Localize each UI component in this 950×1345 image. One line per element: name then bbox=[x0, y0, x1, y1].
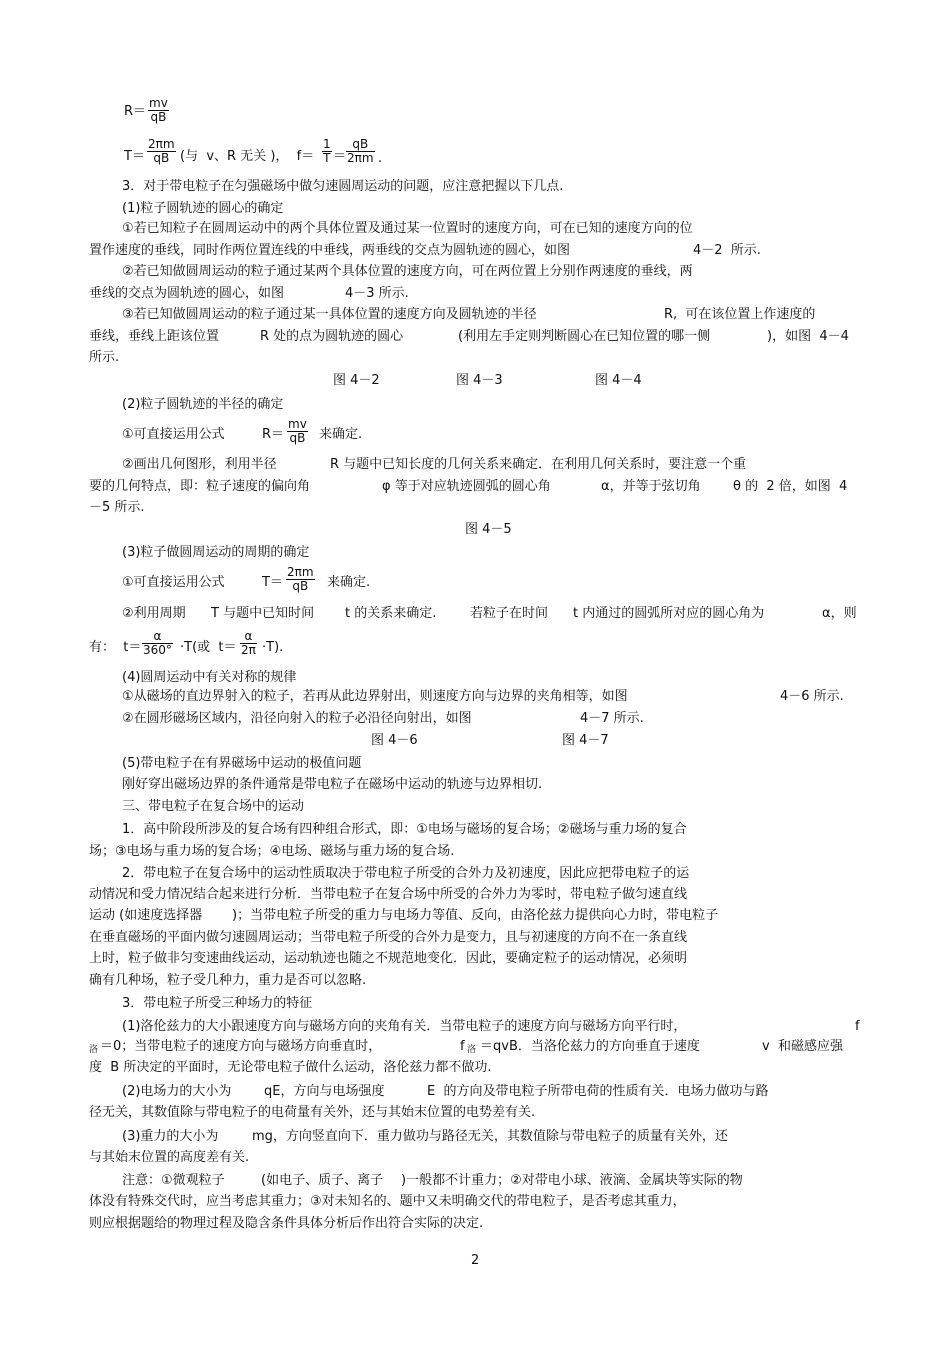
paragraph-line: 要的几何特点，即：粒子速度的偏向角 bbox=[89, 479, 311, 494]
figure-ref: θ 的 2 倍，如图 4 bbox=[733, 479, 848, 494]
paragraph-line: 确有几种场，粒子受几种力，重力是否可以忽略. bbox=[89, 973, 367, 988]
formula-mid: ·T(或 t＝ bbox=[180, 640, 237, 655]
paragraph-line: )一般都不计重力；②对带电小球、液滴、金属块等实际的物 bbox=[401, 1173, 743, 1188]
formula-r-lhs: R＝ bbox=[124, 104, 147, 119]
section-heading: 三、带电粒子在复合场中的运动 bbox=[122, 799, 305, 814]
figure-ref: )，如图 4－4 bbox=[767, 329, 849, 344]
paragraph-line: 运动 (如速度选择器 bbox=[89, 908, 203, 923]
formula-numerator: mv bbox=[288, 417, 307, 431]
paragraph-line: t 内通过的圆弧所对应的圆心角为 bbox=[573, 606, 765, 621]
figure-caption: 图 4－2 bbox=[333, 373, 380, 388]
figure-ref: －5 所示. bbox=[89, 500, 145, 515]
paragraph-line: ①可直接运用公式 bbox=[122, 427, 225, 442]
figure-caption: 图 4－3 bbox=[456, 373, 503, 388]
formula-r-numerator: mv bbox=[149, 96, 168, 110]
figure-ref: 4－2 所示. bbox=[693, 243, 761, 258]
formula-f-num-1: 1 bbox=[323, 137, 331, 151]
section-heading: 3．带电粒子所受三种场力的特征 bbox=[122, 996, 313, 1011]
formula-numerator: 2πm bbox=[287, 565, 314, 579]
paragraph-line: ②利用周期 bbox=[122, 606, 186, 621]
paragraph-line: ＝qvB．当洛伦兹力的方向垂直于速度 bbox=[480, 1039, 700, 1054]
paragraph-line: (3)重力的大小为 bbox=[122, 1129, 219, 1144]
paragraph-line: 2．带电粒子在复合场中的运动性质取决于带电粒子所受的合外力及初速度，因此应把带电粒子的运 bbox=[122, 866, 690, 881]
paragraph-line: f bbox=[855, 1019, 860, 1034]
paragraph-line: R 处的点为圆轨迹的圆心 bbox=[260, 329, 404, 344]
paragraph-line: 来确定. bbox=[327, 575, 371, 590]
paragraph-line: 体没有特殊交代时，应当考虑其重力；③对未知名的、题中又未明确交代的带电粒子，是否考虑其重力， bbox=[89, 1194, 686, 1209]
paragraph-line: 注意：①微观粒子 bbox=[122, 1173, 225, 1188]
paragraph-line: qE，方向与电场强度 bbox=[264, 1084, 385, 1099]
paragraph-line: 刚好穿出磁场边界的条件通常是带电粒子在磁场中运动的轨迹与边界相切. bbox=[122, 777, 543, 792]
paragraph-line: 所示. bbox=[89, 350, 120, 365]
paragraph-line: t 的关系来确定. bbox=[345, 606, 437, 621]
paragraph-line: f bbox=[460, 1039, 465, 1054]
formula-lhs: R＝ bbox=[262, 427, 285, 442]
paragraph-line: ①可直接运用公式 bbox=[122, 575, 225, 590]
formula-f-fraction-1 bbox=[322, 138, 332, 165]
subscript-text: 洛 bbox=[467, 1045, 477, 1055]
paragraph-line: R 与题中已知长度的几何关系来确定．在利用几何关系时，要注意一个重 bbox=[330, 457, 747, 472]
paragraph-line: ②若已知做圆周运动的粒子通过某两个具体位置的速度方向，可在两位置上分别作两速度的垂线，两 bbox=[122, 264, 693, 279]
paragraph-line: α，并等于弦切角 bbox=[601, 479, 701, 494]
paragraph-line: ①若已知粒子在圆周运动中的两个具体位置及通过某一位置时的速度方向，可在已知的速度方向的位 bbox=[122, 221, 693, 236]
section-heading: (1)粒子圆轨迹的圆心的确定 bbox=[122, 201, 284, 216]
paragraph-line: 垂线，垂线上距该位置 bbox=[89, 329, 220, 344]
paragraph-line: 场；③电场与重力场的复合场；④电场、磁场与重力场的复合场. bbox=[89, 844, 455, 859]
section-heading: (3)粒子做圆周运动的周期的确定 bbox=[122, 545, 310, 560]
figure-caption: 图 4－7 bbox=[562, 733, 609, 748]
formula-lhs: 有： t＝ bbox=[89, 640, 142, 655]
figure-ref: 4－6 所示. bbox=[780, 689, 844, 704]
formula-denominator: 360° bbox=[143, 643, 172, 657]
formula-t-note: (与 v、R 无关 )， f＝ bbox=[180, 149, 315, 164]
formula-radius-fraction bbox=[287, 418, 308, 445]
formula-denominator: qB bbox=[292, 579, 309, 593]
figure-ref: 4－3 所示. bbox=[345, 286, 409, 301]
subscript-text: 洛 bbox=[89, 1045, 99, 1055]
formula-f-den-2: 2πm bbox=[347, 151, 374, 165]
section-heading: (2)粒子圆轨迹的半径的确定 bbox=[122, 397, 284, 412]
paragraph-line: R, 可在该位置上作速度的 bbox=[664, 307, 816, 322]
formula-end: ·T). bbox=[262, 640, 284, 655]
formula-numerator: α bbox=[240, 630, 257, 644]
formula-lhs: T＝ bbox=[262, 575, 283, 590]
paragraph-line: 径无关，其数值除与带电粒子的电荷量有关外，还与其始末位置的电势差有关. bbox=[89, 1105, 536, 1120]
paragraph-line: E 的方向及带电粒子所带电荷的性质有关．电场力做功与路 bbox=[427, 1084, 769, 1099]
paragraph-line: v 和磁感应强 bbox=[762, 1039, 843, 1054]
paragraph-line: 1．高中阶段所涉及的复合场有四种组合形式，即：①电场与磁场的复合场；②磁场与重力场的复合 bbox=[122, 822, 687, 837]
paragraph-line: ③若已知做圆周运动的粒子通过某一具体位置的速度方向及圆轨迹的半径 bbox=[122, 307, 537, 322]
figure-caption: 图 4－4 bbox=[595, 373, 642, 388]
paragraph-line: 若粒子在时间 bbox=[470, 606, 549, 621]
paragraph-line: 3．对于带电粒子在匀强磁场中做匀速圆周运动的问题，应注意把握以下几点. bbox=[122, 179, 564, 194]
paragraph-line: 上时，粒子做非匀变速曲线运动，运动轨迹也随之不规范地变化．因此，要确定粒子的运动情况，必须明 bbox=[89, 951, 688, 966]
paragraph-line: 来确定. bbox=[319, 427, 363, 442]
paragraph-line: (利用左手定则判断圆心在已知位置的哪一侧 bbox=[458, 329, 711, 344]
paragraph-line: 与其始末位置的高度差有关. bbox=[89, 1150, 250, 1165]
formula-time-fraction-2 bbox=[240, 630, 257, 657]
subscript bbox=[467, 1041, 476, 1058]
formula-f-end: . bbox=[378, 151, 383, 166]
figure-caption: 图 4－5 bbox=[465, 522, 512, 537]
paragraph-line: 则应根据题给的物理过程及隐含条件具体分析后作出符合实际的决定. bbox=[89, 1216, 484, 1231]
formula-t-numerator: 2πm bbox=[148, 137, 175, 151]
paragraph-line: (如电子、质子、离子 bbox=[261, 1173, 384, 1188]
paragraph-line: T 与题中已知时间 bbox=[211, 606, 315, 621]
formula-r-fraction bbox=[148, 97, 169, 124]
paragraph-line: 在垂直磁场的平面内做匀速圆周运动；当带电粒子所受的合外力是变力，且与初速度的方向不在一条直线 bbox=[89, 930, 688, 945]
formula-t-lhs: T＝ bbox=[124, 149, 145, 164]
formula-numerator: α bbox=[142, 630, 173, 644]
paragraph-line: mg，方向竖直向下．重力做功与路径无关，其数值除与带电粒子的质量有关外，还 bbox=[252, 1129, 728, 1144]
formula-f-num-2: qB bbox=[346, 138, 375, 152]
section-heading: (5)带电粒子在有界磁场中运动的极值问题 bbox=[122, 756, 362, 771]
formula-denominator: qB bbox=[289, 431, 306, 445]
subscript bbox=[89, 1041, 98, 1058]
paragraph-line: ＝0；当带电粒子的速度方向与磁场方向垂直时， bbox=[100, 1039, 382, 1054]
paragraph-line: ②画出几何图形，利用半径 bbox=[122, 457, 277, 472]
paragraph-line: 度 B 所决定的平面时，无论带电粒子做什么运动，洛伦兹力都不做功. bbox=[89, 1060, 492, 1075]
figure-caption: 图 4－6 bbox=[371, 733, 418, 748]
paragraph-line: α，则 bbox=[822, 606, 857, 621]
paragraph-line: (1)洛伦兹力的大小跟速度方向与磁场方向的夹角有关．当带电粒子的速度方向与磁场方向平行时， bbox=[122, 1019, 687, 1034]
paragraph-line: ②在圆形磁场区域内，沿径向射入的粒子必沿径向射出，如图 bbox=[122, 711, 472, 726]
paragraph-line: 置作速度的垂线，同时作两位置连线的中垂线，两垂线的交点为圆轨迹的圆心，如图 bbox=[89, 243, 571, 258]
figure-ref: 4－7 所示. bbox=[580, 711, 644, 726]
paragraph-line: ①从磁场的直边界射入的粒子，若再从此边界射出，则速度方向与边界的夹角相等，如图 bbox=[122, 689, 628, 704]
paragraph-line: 动情况和受力情况结合起来进行分析．当带电粒子在复合场中所受的合外力为零时，带电粒子做匀速直线 bbox=[89, 887, 688, 902]
paragraph-line: (2)电场力的大小为 bbox=[122, 1084, 232, 1099]
formula-time-fraction-1 bbox=[142, 630, 173, 657]
formula-r-denominator: qB bbox=[150, 110, 167, 124]
paragraph-line: )；当带电粒子所受的重力与电场力等值、反向，由洛伦兹力提供向心力时，带电粒子 bbox=[232, 908, 719, 923]
page-number: 2 bbox=[471, 1253, 480, 1268]
formula-f-den-1: T bbox=[323, 151, 331, 165]
paragraph-line: φ 等于对应轨迹圆弧的圆心角 bbox=[382, 479, 551, 494]
paragraph-line: 垂线的交点为圆轨迹的圆心，如图 bbox=[89, 286, 285, 301]
section-heading: (4)圆周运动中有关对称的规律 bbox=[122, 670, 297, 685]
formula-t-denominator: qB bbox=[153, 151, 170, 165]
formula-t-fraction bbox=[147, 138, 176, 165]
formula-period-fraction bbox=[286, 566, 315, 593]
formula-f-equals: ＝ bbox=[333, 149, 347, 164]
formula-f-fraction-2 bbox=[346, 138, 375, 165]
formula-denominator: 2π bbox=[241, 643, 256, 657]
